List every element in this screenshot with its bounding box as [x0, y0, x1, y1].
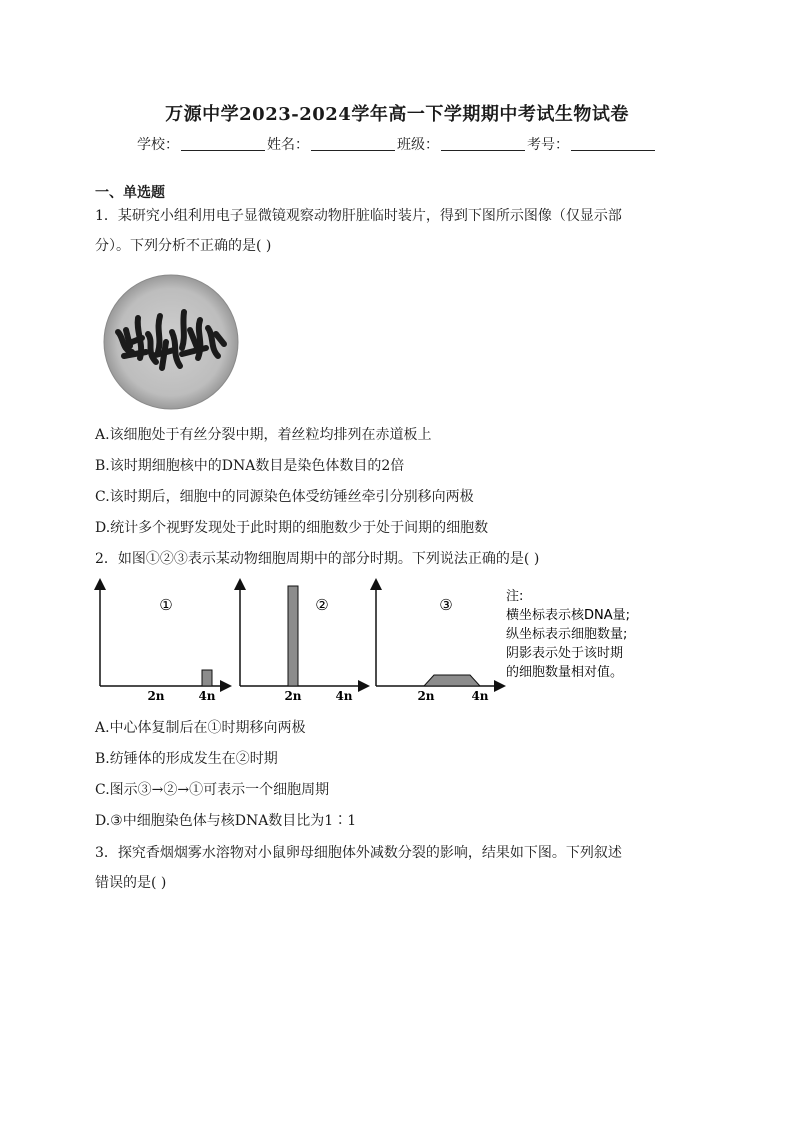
note-line-4: 阴影表示处于该时期: [506, 646, 624, 661]
note-line-2: 横坐标表示核DNA量;: [506, 608, 631, 623]
q1-stem-line2: 分）。下列分析不正确的是( ): [95, 238, 272, 254]
histogram-panel-1: [100, 584, 226, 703]
shaded-area-panel-3: [424, 675, 480, 686]
page-title: 万源中学2023-2024学年高一下学期期中考试生物试卷: [165, 104, 629, 125]
q1-option-d: D.统计多个视野发现处于此时期的细胞数少于处于间期的细胞数: [95, 520, 489, 536]
tick-4n-panel-2: 4n: [335, 689, 353, 703]
note-line-1: 注:: [506, 589, 524, 604]
panel-label-1: ①: [159, 596, 173, 614]
q1-option-b: B.该时期细胞核中的DNA数目是染色体数目的2倍: [95, 458, 405, 474]
cell-cycle-histograms: [92, 578, 652, 704]
class-blank: [441, 136, 525, 151]
note-line-3: 纵坐标表示细胞数量;: [506, 627, 628, 642]
bar-2n-panel-2: [288, 586, 298, 686]
panel-label-2: ②: [315, 596, 329, 614]
q3-stem-line2: 错误的是( ): [95, 875, 167, 891]
name-label: 姓名：: [267, 137, 309, 153]
school-blank: [181, 136, 265, 151]
tick-4n-panel-1: 4n: [198, 689, 216, 703]
q2-option-c: C.图示③→②→①可表示一个细胞周期: [95, 782, 330, 798]
student-info-line: [0, 134, 794, 154]
name-blank: [311, 136, 395, 151]
number-blank: [571, 136, 655, 151]
tick-2n-panel-3: 2n: [417, 689, 435, 703]
number-label: 考号：: [527, 137, 569, 153]
q2-option-b: B.纺锤体的形成发生在②时期: [95, 751, 278, 767]
q2-option-d: D.③中细胞染色体与核DNA数目比为1∶1: [95, 813, 357, 829]
figure-note: [506, 589, 630, 680]
tick-4n-panel-3: 4n: [471, 689, 489, 703]
histogram-panel-2: [240, 584, 364, 703]
tick-2n-panel-1: 2n: [147, 689, 165, 703]
q2-option-a: A.中心体复制后在①时期移向两极: [95, 720, 306, 736]
tick-2n-panel-2: 2n: [284, 689, 302, 703]
q2-stem-line1: 2．如图①②③表示某动物细胞周期中的部分时期。下列说法正确的是( ): [95, 551, 540, 567]
q1-option-a: A.该细胞处于有丝分裂中期，着丝粒均排列在赤道板上: [95, 427, 432, 443]
q1-stem-line1: 1．某研究小组利用电子显微镜观察动物肝脏临时装片，得到下图所示图像（仅显示部: [95, 208, 622, 224]
class-label: 班级：: [397, 137, 439, 153]
section-heading: 一、单选题: [95, 185, 165, 201]
q1-option-c: C.该时期后，细胞中的同源染色体受纺锤丝牵引分别移向两极: [95, 489, 474, 505]
bar-4n-panel-1: [202, 670, 212, 686]
note-line-5: 的细胞数量相对值。: [506, 665, 624, 680]
panel-label-3: ③: [439, 596, 453, 614]
school-label: 学校：: [137, 137, 179, 153]
cell-micrograph: [102, 272, 240, 412]
histogram-panel-3: [376, 584, 500, 703]
q3-stem-line1: 3．探究香烟烟雾水溶物对小鼠卵母细胞体外减数分裂的影响，结果如下图。下列叙述: [95, 845, 622, 861]
